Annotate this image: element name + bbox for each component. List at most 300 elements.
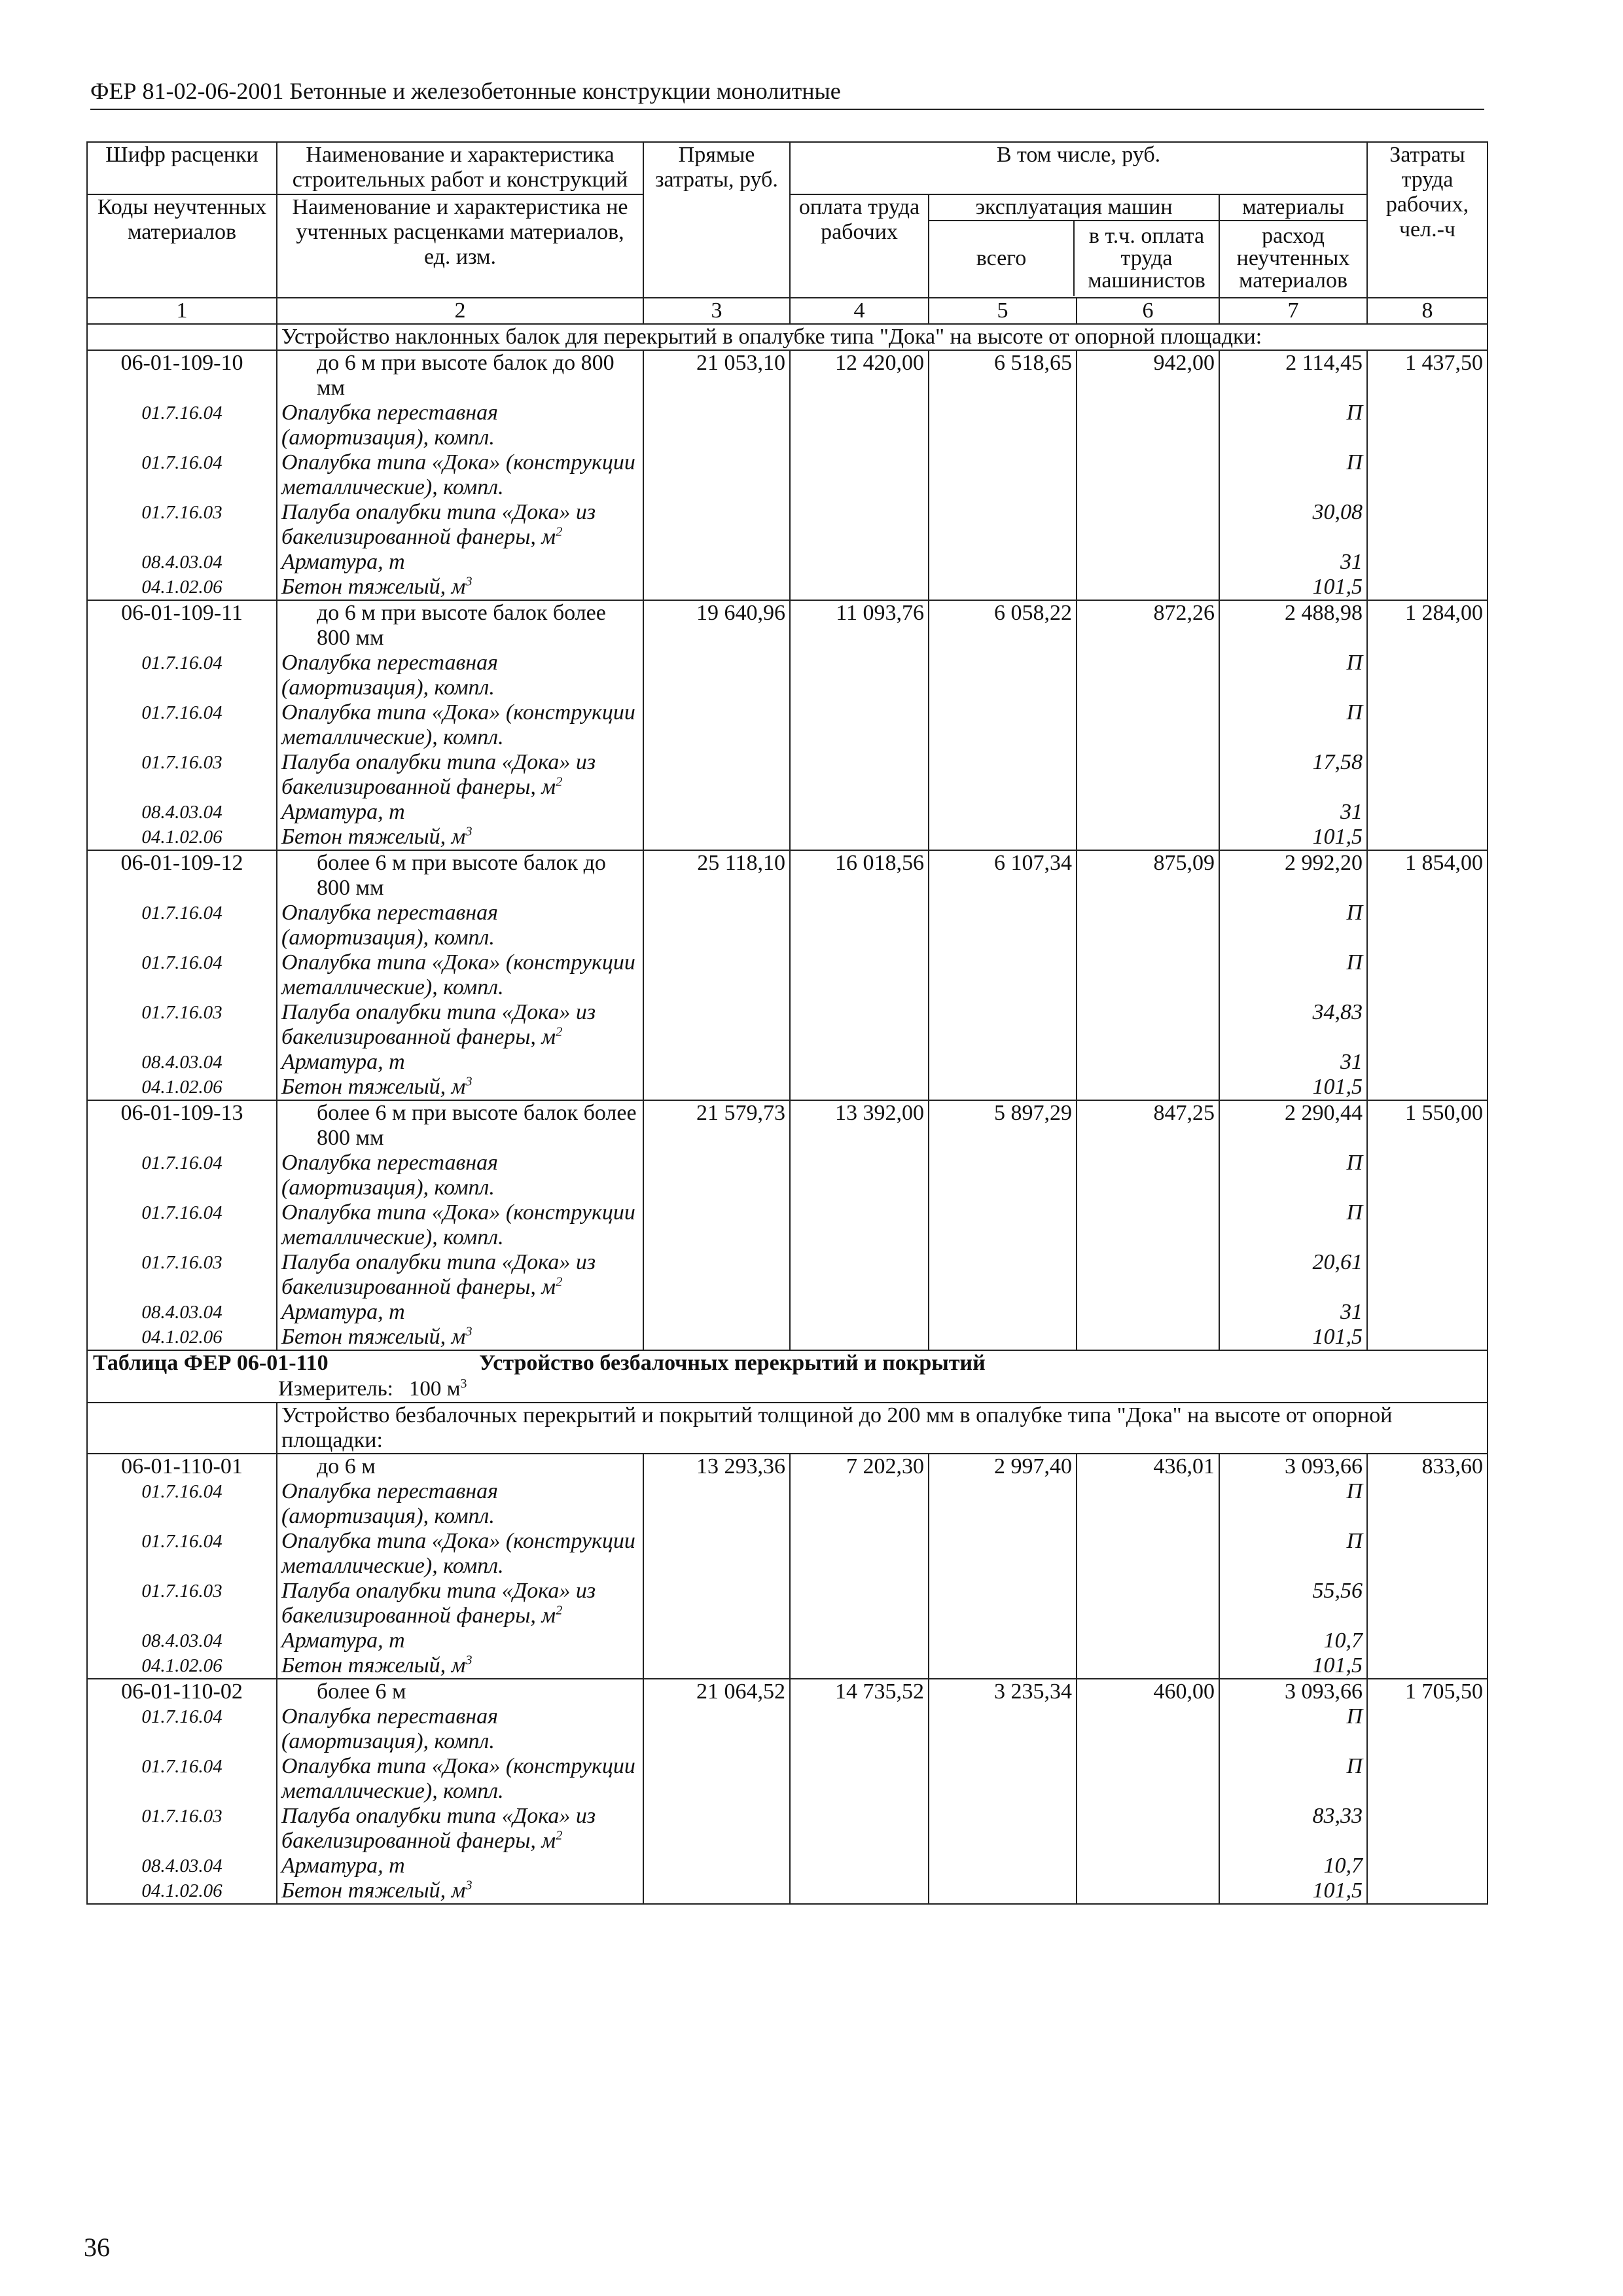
- material-name: Палуба опалубки типа «Дока» из бакелизированной фанеры, $м^2$: [277, 500, 643, 550]
- header-machines-total: всего: [929, 221, 1075, 296]
- material-row: [87, 1151, 1488, 1200]
- empty-cell: [1077, 575, 1219, 600]
- table-title: Устройство безбалочных перекрытий и покрытий: [479, 1351, 986, 1375]
- material-name: Бетон тяжелый, $м^3$: [277, 1653, 643, 1679]
- empty-cell: [643, 750, 790, 800]
- empty-cell: [1077, 750, 1219, 800]
- material-row: [87, 651, 1488, 700]
- material-quantity: 83,33: [1219, 1804, 1367, 1854]
- material-code: 01.7.16.04: [87, 1200, 277, 1250]
- material-quantity: 31: [1219, 800, 1367, 825]
- header-machines-sub: [929, 221, 1219, 296]
- empty-cell: [1367, 825, 1488, 850]
- empty-cell: [790, 1653, 929, 1679]
- material-quantity: 30,08: [1219, 500, 1367, 550]
- empty-cell: [643, 401, 790, 450]
- empty-cell: [790, 1479, 929, 1529]
- material-row: [87, 950, 1488, 1000]
- empty-cell: [790, 450, 929, 500]
- empty-cell: [790, 1854, 929, 1878]
- empty-cell: [1077, 825, 1219, 850]
- empty-cell: [1367, 1854, 1488, 1878]
- colnum-8: 8: [1367, 298, 1488, 324]
- empty-cell: [1077, 1804, 1219, 1854]
- material-row: [87, 1250, 1488, 1300]
- material-quantity: П: [1219, 1200, 1367, 1250]
- colnum-6: 6: [1077, 298, 1219, 324]
- material-code: 01.7.16.04: [87, 401, 277, 450]
- material-name: Палуба опалубки типа «Дока» из бакелизированной фанеры, $м^2$: [277, 1250, 643, 1300]
- empty-cell: [643, 1653, 790, 1679]
- material-code: 01.7.16.04: [87, 1704, 277, 1754]
- empty-cell: [929, 1704, 1077, 1754]
- material-code: 01.7.16.04: [87, 901, 277, 950]
- empty-cell: [643, 651, 790, 700]
- header-code: Шифр расценки: [87, 142, 277, 194]
- material-row: [87, 750, 1488, 800]
- empty-cell: [929, 1529, 1077, 1579]
- rate-row: [87, 1100, 1488, 1151]
- empty-cell: [929, 1804, 1077, 1854]
- material-quantity: П: [1219, 1151, 1367, 1200]
- column-numbers-row: [87, 298, 1488, 324]
- material-row: [87, 1325, 1488, 1350]
- header-machinists: в т.ч. оплата труда машинистов: [1088, 224, 1205, 293]
- material-code: 04.1.02.06: [87, 1878, 277, 1904]
- direct-cost: 19 640,96: [643, 600, 790, 651]
- empty-cell: [643, 1878, 790, 1904]
- material-row: [87, 1529, 1488, 1579]
- empty-cell: [643, 1479, 790, 1529]
- empty-cell: [929, 1151, 1077, 1200]
- material-quantity: П: [1219, 700, 1367, 750]
- empty-cell: [643, 450, 790, 500]
- material-code: 01.7.16.04: [87, 700, 277, 750]
- empty-cell: [1367, 1200, 1488, 1250]
- material-code: 01.7.16.03: [87, 750, 277, 800]
- empty-cell: [643, 800, 790, 825]
- material-name: Бетон тяжелый, $м^3$: [277, 1325, 643, 1350]
- empty-cell: [1367, 750, 1488, 800]
- labor-pay: 7 202,30: [790, 1454, 929, 1479]
- empty-cell: [1077, 1628, 1219, 1653]
- material-row: [87, 575, 1488, 600]
- empty-cell: [643, 950, 790, 1000]
- section-heading: Устройство наклонных балок для перекрытий в опалубке типа "Дока" на высоте от опорной площадки:: [277, 324, 1488, 350]
- material-row: [87, 800, 1488, 825]
- empty-cell: [790, 1151, 929, 1200]
- material-quantity: 17,58: [1219, 750, 1367, 800]
- material-name: Опалубка переставная (амортизация), компл.: [277, 401, 643, 450]
- header-materials: материалы: [1220, 195, 1366, 221]
- rate-name: более 6 м при высоте балок до 800 мм: [277, 850, 643, 901]
- empty-cell: [790, 1704, 929, 1754]
- material-code: 08.4.03.04: [87, 1854, 277, 1878]
- machinists-pay: 942,00: [1077, 350, 1219, 401]
- empty-cell: [643, 1050, 790, 1075]
- material-quantity: 20,61: [1219, 1250, 1367, 1300]
- machine-cost: 3 235,34: [929, 1679, 1077, 1704]
- material-code: 01.7.16.04: [87, 950, 277, 1000]
- materials-cost: 2 488,98: [1219, 600, 1367, 651]
- material-row: [87, 1000, 1488, 1050]
- labor-pay: 11 093,76: [790, 600, 929, 651]
- material-code: 08.4.03.04: [87, 1300, 277, 1325]
- material-quantity: 31: [1219, 1050, 1367, 1075]
- empty-cell: [1077, 651, 1219, 700]
- material-row: [87, 1704, 1488, 1754]
- header-name: Наименование и характеристика строительных работ и конструкций: [277, 142, 643, 194]
- material-quantity: 101,5: [1219, 1325, 1367, 1350]
- table-measure: [93, 1376, 1482, 1402]
- empty-cell: [929, 500, 1077, 550]
- empty-cell: [1367, 1000, 1488, 1050]
- material-row: [87, 1579, 1488, 1628]
- empty-cell: [790, 1300, 929, 1325]
- empty-cell: [643, 1754, 790, 1804]
- empty-cell: [643, 500, 790, 550]
- section-heading: Устройство безбалочных перекрытий и покрытий толщиной до 200 мм в опалубке типа "Дока" на высоте от опорной площадки:: [277, 1403, 1488, 1454]
- material-code: 01.7.16.04: [87, 1754, 277, 1804]
- section-heading-row: [87, 1403, 1488, 1454]
- material-name: Бетон тяжелый, $м^3$: [277, 1075, 643, 1100]
- labor-hours: 1 705,50: [1367, 1679, 1488, 1704]
- material-name: Опалубка типа «Дока» (конструкции металлические), компл.: [277, 700, 643, 750]
- empty-cell: [1367, 901, 1488, 950]
- empty-cell: [1077, 901, 1219, 950]
- material-quantity: П: [1219, 1529, 1367, 1579]
- empty-cell: [643, 1854, 790, 1878]
- empty-cell: [1077, 1050, 1219, 1075]
- empty-cell: [1367, 1250, 1488, 1300]
- empty-cell: [643, 1628, 790, 1653]
- material-quantity: 34,83: [1219, 1000, 1367, 1050]
- material-row: [87, 1300, 1488, 1325]
- empty-cell: [1077, 401, 1219, 450]
- material-row: [87, 1200, 1488, 1250]
- empty-cell: [643, 1704, 790, 1754]
- empty-cell: [929, 800, 1077, 825]
- empty-cell: [790, 700, 929, 750]
- material-row: [87, 450, 1488, 500]
- material-row: [87, 1804, 1488, 1854]
- empty-cell: [929, 750, 1077, 800]
- rate-row: [87, 600, 1488, 651]
- material-name: Бетон тяжелый, $м^3$: [277, 1878, 643, 1904]
- labor-hours: 1 854,00: [1367, 850, 1488, 901]
- labor-pay: 13 392,00: [790, 1100, 929, 1151]
- material-row: [87, 1479, 1488, 1529]
- empty-cell: [790, 401, 929, 450]
- machinists-pay: 847,25: [1077, 1100, 1219, 1151]
- empty-cell: [1367, 575, 1488, 600]
- header-machines: эксплуатация машин: [929, 195, 1219, 221]
- empty-cell: [790, 575, 929, 600]
- material-name: Палуба опалубки типа «Дока» из бакелизированной фанеры, $м^2$: [277, 1000, 643, 1050]
- empty-cell: [790, 950, 929, 1000]
- material-code: 01.7.16.03: [87, 1000, 277, 1050]
- direct-cost: 21 053,10: [643, 350, 790, 401]
- material-name: Палуба опалубки типа «Дока» из бакелизированной фанеры, $м^2$: [277, 1804, 643, 1854]
- machine-cost: 5 897,29: [929, 1100, 1077, 1151]
- material-quantity: 101,5: [1219, 1075, 1367, 1100]
- header-materials-cell: [1219, 194, 1367, 298]
- empty-cell: [643, 1075, 790, 1100]
- rate-name: до 6 м при высоте балок более 800 мм: [277, 600, 643, 651]
- empty-cell: [1077, 1529, 1219, 1579]
- empty-cell: [929, 1628, 1077, 1653]
- rate-code: 06-01-110-02: [87, 1679, 277, 1704]
- colnum-2: 2: [277, 298, 643, 324]
- machine-cost: 6 058,22: [929, 600, 1077, 651]
- empty-cell: [790, 1000, 929, 1050]
- empty-cell: [1367, 1479, 1488, 1529]
- empty-cell: [1077, 950, 1219, 1000]
- empty-cell: [790, 1200, 929, 1250]
- empty-cell: [929, 1000, 1077, 1050]
- empty-cell: [643, 1325, 790, 1350]
- empty-cell: [790, 1878, 929, 1904]
- empty-cell: [643, 1151, 790, 1200]
- empty-cell: [643, 1250, 790, 1300]
- empty-cell: [643, 901, 790, 950]
- material-row: [87, 1878, 1488, 1904]
- empty-cell: [1367, 1151, 1488, 1200]
- empty-cell: [1077, 1754, 1219, 1804]
- rate-name: до 6 м при высоте балок до 800 мм: [277, 350, 643, 401]
- colnum-4: 4: [790, 298, 929, 324]
- direct-cost: 13 293,36: [643, 1454, 790, 1479]
- section-heading-row: [87, 324, 1488, 350]
- empty-cell: [1367, 1579, 1488, 1628]
- rate-code: 06-01-109-11: [87, 600, 277, 651]
- rates-table: [86, 141, 1488, 1905]
- material-quantity: 55,56: [1219, 1579, 1367, 1628]
- section-spacer: [87, 324, 277, 350]
- empty-cell: [929, 1200, 1077, 1250]
- empty-cell: [790, 1804, 929, 1854]
- material-code: 08.4.03.04: [87, 800, 277, 825]
- empty-cell: [1367, 1050, 1488, 1075]
- material-name: Опалубка типа «Дока» (конструкции металлические), компл.: [277, 450, 643, 500]
- material-code: 01.7.16.04: [87, 450, 277, 500]
- empty-cell: [1367, 1754, 1488, 1804]
- material-name: Опалубка типа «Дока» (конструкции металлические), компл.: [277, 950, 643, 1000]
- table-heading: [87, 1350, 1488, 1403]
- materials-cost: 3 093,66: [1219, 1679, 1367, 1704]
- material-code: 04.1.02.06: [87, 1653, 277, 1679]
- empty-cell: [1367, 950, 1488, 1000]
- material-quantity: 10,7: [1219, 1854, 1367, 1878]
- material-name: Опалубка типа «Дока» (конструкции металлические), компл.: [277, 1200, 643, 1250]
- labor-hours: 1 550,00: [1367, 1100, 1488, 1151]
- material-quantity: 101,5: [1219, 825, 1367, 850]
- section-spacer: [87, 1403, 277, 1454]
- empty-cell: [643, 550, 790, 575]
- header-codes-mat: Коды неучтенных материалов: [87, 194, 277, 298]
- material-code: 01.7.16.04: [87, 651, 277, 700]
- empty-cell: [643, 1804, 790, 1854]
- material-quantity: П: [1219, 1754, 1367, 1804]
- material-code: 04.1.02.06: [87, 1075, 277, 1100]
- empty-cell: [1077, 1200, 1219, 1250]
- empty-cell: [643, 575, 790, 600]
- machinists-pay: 872,26: [1077, 600, 1219, 651]
- material-row: [87, 500, 1488, 550]
- rate-code: 06-01-109-10: [87, 350, 277, 401]
- empty-cell: [790, 1754, 929, 1804]
- rate-row: [87, 850, 1488, 901]
- empty-cell: [1367, 1628, 1488, 1653]
- direct-cost: 21 064,52: [643, 1679, 790, 1704]
- empty-cell: [1077, 1878, 1219, 1904]
- empty-cell: [929, 450, 1077, 500]
- empty-cell: [1077, 1075, 1219, 1100]
- material-quantity: 101,5: [1219, 1878, 1367, 1904]
- material-quantity: 101,5: [1219, 575, 1367, 600]
- material-name: Палуба опалубки типа «Дока» из бакелизированной фанеры, $м^2$: [277, 750, 643, 800]
- empty-cell: [1077, 800, 1219, 825]
- labor-hours: 1 437,50: [1367, 350, 1488, 401]
- materials-cost: 2 992,20: [1219, 850, 1367, 901]
- page-number: 36: [84, 2233, 110, 2262]
- empty-cell: [790, 1075, 929, 1100]
- empty-cell: [929, 575, 1077, 600]
- direct-cost: 25 118,10: [643, 850, 790, 901]
- empty-cell: [1077, 1854, 1219, 1878]
- empty-cell: [790, 750, 929, 800]
- material-quantity: 31: [1219, 1300, 1367, 1325]
- header-labor-cost: Затраты труда рабочих, чел.-ч: [1367, 142, 1488, 298]
- material-quantity: 101,5: [1219, 1653, 1367, 1679]
- rate-row: [87, 1679, 1488, 1704]
- material-row: [87, 1754, 1488, 1804]
- header-materials-sub: расход неучтенных материалов: [1236, 224, 1350, 293]
- empty-cell: [1077, 550, 1219, 575]
- material-name: Арматура, т: [277, 1854, 643, 1878]
- material-code: 04.1.02.06: [87, 575, 277, 600]
- material-name: Опалубка переставная (амортизация), компл.: [277, 1151, 643, 1200]
- empty-cell: [1077, 450, 1219, 500]
- material-name: Арматура, т: [277, 1050, 643, 1075]
- materials-cost: 2 114,45: [1219, 350, 1367, 401]
- empty-cell: [929, 1653, 1077, 1679]
- header-machines-cell: [929, 194, 1219, 298]
- empty-cell: [790, 1529, 929, 1579]
- machinists-pay: 875,09: [1077, 850, 1219, 901]
- material-row: [87, 1854, 1488, 1878]
- material-code: 04.1.02.06: [87, 1325, 277, 1350]
- table-body: [87, 142, 1488, 1904]
- empty-cell: [1077, 1250, 1219, 1300]
- empty-cell: [790, 901, 929, 950]
- material-row: [87, 825, 1488, 850]
- empty-cell: [1367, 1804, 1488, 1854]
- empty-cell: [643, 1579, 790, 1628]
- empty-cell: [790, 825, 929, 850]
- empty-cell: [1077, 1300, 1219, 1325]
- rate-name: более 6 м: [277, 1679, 643, 1704]
- machinists-pay: 460,00: [1077, 1679, 1219, 1704]
- material-code: 01.7.16.04: [87, 1151, 277, 1200]
- labor-hours: 1 284,00: [1367, 600, 1488, 651]
- empty-cell: [790, 1250, 929, 1300]
- empty-cell: [643, 700, 790, 750]
- labor-pay: 12 420,00: [790, 350, 929, 401]
- empty-cell: [790, 1628, 929, 1653]
- rate-code: 06-01-109-12: [87, 850, 277, 901]
- empty-cell: [1077, 1000, 1219, 1050]
- material-name: Опалубка переставная (амортизация), компл.: [277, 1479, 643, 1529]
- empty-cell: [790, 550, 929, 575]
- material-row: [87, 901, 1488, 950]
- header-name-mat: Наименование и характеристика не учтенных расценками материалов, ед. изм.: [277, 194, 643, 298]
- material-code: 01.7.16.03: [87, 500, 277, 550]
- material-quantity: П: [1219, 401, 1367, 450]
- colnum-7: 7: [1219, 298, 1367, 324]
- empty-cell: [929, 401, 1077, 450]
- material-name: Арматура, т: [277, 1300, 643, 1325]
- material-row: [87, 1075, 1488, 1100]
- material-code: 01.7.16.03: [87, 1250, 277, 1300]
- running-head: ФЕР 81-02-06-2001 Бетонные и железобетонные конструкции монолитные: [90, 77, 1484, 110]
- empty-cell: [790, 1050, 929, 1075]
- empty-cell: [1367, 401, 1488, 450]
- empty-cell: [929, 825, 1077, 850]
- material-row: [87, 700, 1488, 750]
- empty-cell: [929, 1854, 1077, 1878]
- empty-cell: [1077, 500, 1219, 550]
- material-row: [87, 550, 1488, 575]
- empty-cell: [790, 500, 929, 550]
- material-quantity: 31: [1219, 550, 1367, 575]
- colnum-1: 1: [87, 298, 277, 324]
- materials-cost: 3 093,66: [1219, 1454, 1367, 1479]
- empty-cell: [1367, 1075, 1488, 1100]
- material-code: 08.4.03.04: [87, 1050, 277, 1075]
- colnum-5: 5: [929, 298, 1077, 324]
- machine-cost: 6 518,65: [929, 350, 1077, 401]
- material-code: 08.4.03.04: [87, 550, 277, 575]
- rate-row: [87, 350, 1488, 401]
- empty-cell: [1367, 1653, 1488, 1679]
- material-quantity: П: [1219, 901, 1367, 950]
- material-row: [87, 1050, 1488, 1075]
- material-name: Опалубка переставная (амортизация), компл.: [277, 651, 643, 700]
- empty-cell: [1077, 1151, 1219, 1200]
- rate-code: 06-01-109-13: [87, 1100, 277, 1151]
- empty-cell: [929, 1050, 1077, 1075]
- empty-cell: [790, 1579, 929, 1628]
- empty-cell: [643, 1529, 790, 1579]
- material-quantity: П: [1219, 950, 1367, 1000]
- empty-cell: [1367, 800, 1488, 825]
- material-code: 08.4.03.04: [87, 1628, 277, 1653]
- material-code: 01.7.16.04: [87, 1529, 277, 1579]
- empty-cell: [929, 700, 1077, 750]
- material-name: Опалубка переставная (амортизация), компл.: [277, 901, 643, 950]
- labor-pay: 14 735,52: [790, 1679, 929, 1704]
- empty-cell: [929, 1250, 1077, 1300]
- labor-hours: 833,60: [1367, 1454, 1488, 1479]
- empty-cell: [929, 1754, 1077, 1804]
- material-name: Палуба опалубки типа «Дока» из бакелизированной фанеры, $м^2$: [277, 1579, 643, 1628]
- empty-cell: [790, 1325, 929, 1350]
- rate-row: [87, 1454, 1488, 1479]
- empty-cell: [1077, 1579, 1219, 1628]
- empty-cell: [929, 1878, 1077, 1904]
- material-name: Опалубка типа «Дока» (конструкции металлические), компл.: [277, 1529, 643, 1579]
